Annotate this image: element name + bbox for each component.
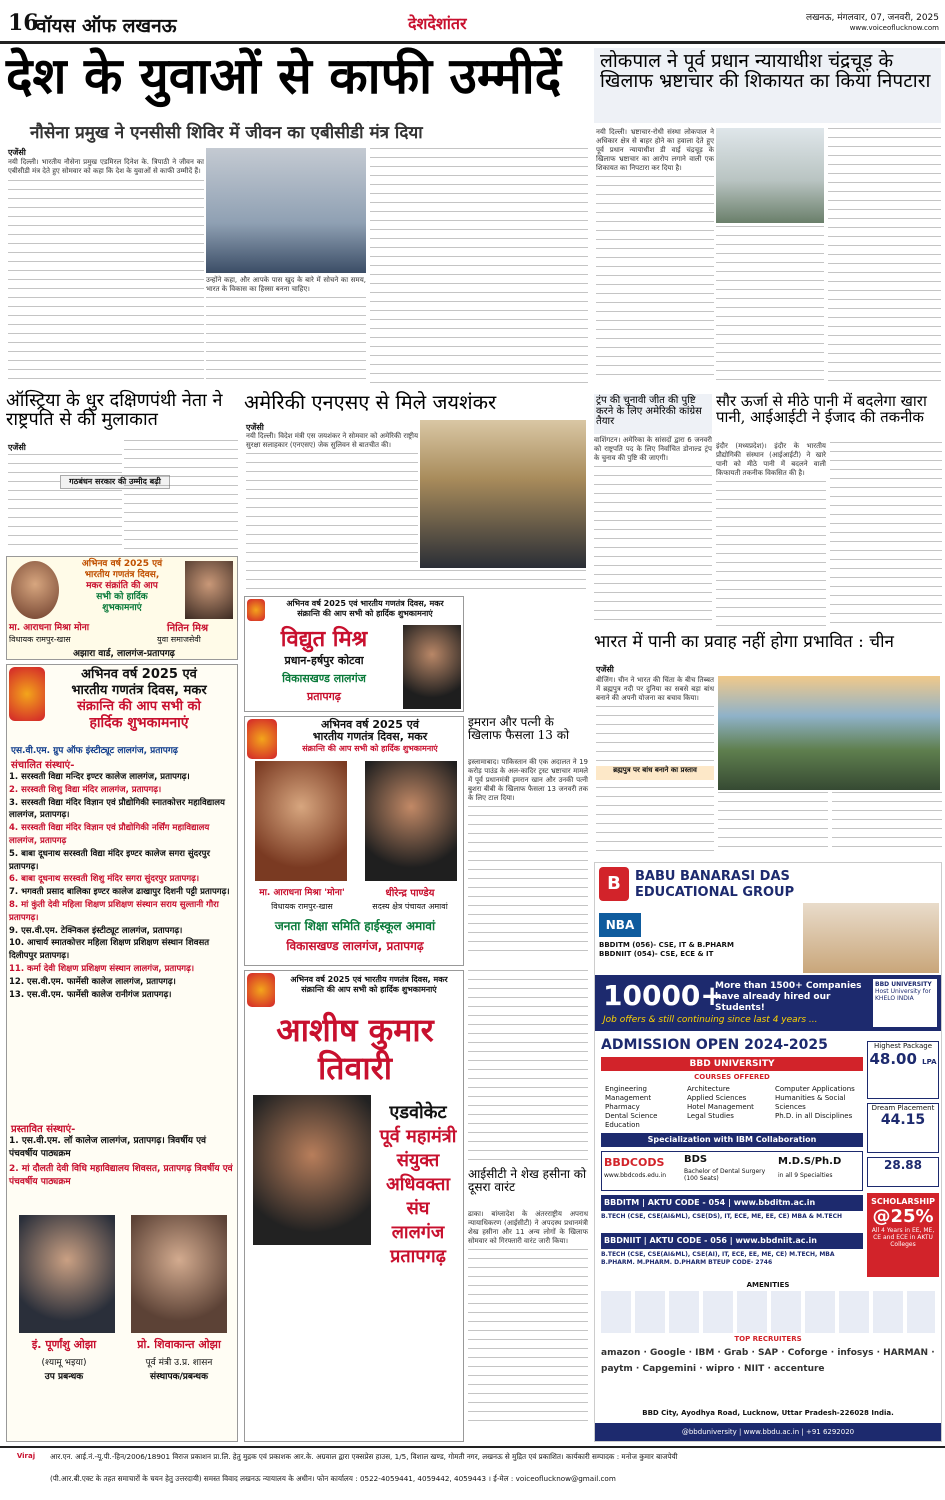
- flower-icon: [247, 599, 265, 621]
- lokpal-text-col1: नयी दिल्ली। भ्रष्टाचार-रोधी संस्था लोकपाल ने अधिकार क्षेत्र से बाहर होने का हवाला देते हुए पूर्व प्रधान न्यायाधीश डी वाई चंद्रचूड़ के खिलाफ भ्रष्टाचार का आरोप लगाने वाली एक शिकायत का निपटारा कर दिया है।: [596, 128, 714, 392]
- inst-item: 1. सरस्वती विद्या मन्दिर इण्टर कालेज लालगंज, प्रतापगढ़।: [9, 772, 190, 782]
- mona-role: विधायक रामपुर-खास: [9, 635, 71, 644]
- lead-subhead: नौसेना प्रमुख ने एनसीसी शिविर में जीवन का एबीसीडी मंत्र दिया: [30, 123, 423, 143]
- flower-icon: [247, 973, 275, 1007]
- inst-item: 9. एस.वी.एम. टेक्निकल इंस्टीट्यूट लालगंज, प्रतापगढ़।: [9, 925, 183, 936]
- bbd-dream-pkg: Dream Placement 44.15: [867, 1103, 939, 1153]
- ad-svm-greeting: अभिनव वर्ष 2025 एवं भारतीय गणतंत्र दिवस, मकर संक्रान्ति की आप सभी को हार्दिक शुभकामनाएं: [71, 667, 207, 731]
- purnanshu-sub: (श्यामू भइया): [41, 1358, 87, 1368]
- footer-line1: आर.एन. आई.नं.-यू.पी.-हिन/2006/18901 विराज प्रकाशन प्रा.लि. हेतु मुद्रक एवं प्रकाशक आर.के. अग्रवाल द्वारा एक्सप्रेस हाउस, 1/5, विशाल खण्ड, गोमती नगर, लखनऊ से मुद्रित एवं प्रकाशित। कार्यकारी सम्पादक : मनोज कुमार बाजपेयी: [50, 1452, 678, 1461]
- inst-item: 2. सरस्वती शिशु विद्या मंदिर लालगंज, प्रतापगढ़।: [9, 784, 162, 795]
- bbd-more: More than 1500+ Companies have already hired our Students!: [715, 981, 862, 1013]
- hasina-text: ढाका। बांग्लादेश के अंतरराष्ट्रीय अपराध न्यायाधिकरण (आईसीटी) ने अपदस्थ प्रधानमंत्री शेख हसीना और 11 अन्य लोगों के खिलाफ सोमवार को गिरफ्तारी वारंट जारी किया।: [468, 1210, 588, 1442]
- ad-svm-inst-head: संचालित संस्थाएं-: [11, 760, 75, 771]
- ashish-photo: [253, 1095, 371, 1245]
- congress-headline: ट्रंप की चुनावी जीत की पुष्टि करने के लिए अमेरिकी कांग्रेस तैयार: [594, 394, 712, 434]
- jaishankar-text-bottom: [246, 570, 586, 592]
- purnanshu-photo: [19, 1215, 115, 1333]
- inst-item: 5. बाबा दूधनाथ सरस्वती विद्या मंदिर इण्टर कालेज सगरा सुंदरपुर प्रतापगढ़।: [9, 848, 210, 872]
- proposed-item: 2. मां दौलती देवी विधि महाविद्यालय शिवसत, प्रतापगढ़ त्रिवर्षीय एवं पंचवर्षीय पाठ्यक्रम: [9, 1164, 233, 1187]
- website: www.voiceoflucknow.com: [849, 24, 939, 32]
- proposed-item: 1. एस.वी.एम. लॉ कालेज लालगंज, प्रतापगढ़। त्रिवर्षीय एवं पंचवर्षीय पाठ्यक्रम: [9, 1136, 207, 1159]
- ashish-titles: एडवोकेट पूर्व महामंत्री संयुक्त अधिवक्ता संघ लालगंज प्रतापगढ़: [379, 1102, 457, 1267]
- aradhana-photo: [255, 761, 347, 881]
- jaishankar-headline: अमेरिकी एनएसए से मिले जयशंकर: [244, 390, 497, 414]
- inst-item: 11. कर्मा देवी शिक्षण प्रशिक्षण संस्थान लालगंज, प्रतापगढ़।: [9, 963, 195, 974]
- bbdu-band: BBD UNIVERSITY: [601, 1057, 863, 1071]
- hasina-headline: आईसीटी ने शेख हसीना को दूसरा वारंट: [468, 1167, 587, 1194]
- lokpal-text-col2: [716, 226, 824, 392]
- china-pull-quote: ब्रह्मपुत्र पर बांध बनाने का प्रस्ताव: [596, 766, 714, 780]
- lead-text-col2: उन्होंने कहा, और आपके पास खुद के बारे में सोचने का समय, भारत के विकास का हिस्सा बनना चाहिए।: [206, 276, 366, 388]
- china-byline: एजेंसी: [596, 665, 614, 674]
- austria-text-col2: [124, 440, 238, 554]
- purnanshu-role: उप प्रबन्धक: [44, 1372, 84, 1382]
- shivakant-sub: पूर्व मंत्री उ.प्र. शासन: [145, 1358, 213, 1368]
- mona-photo: [11, 561, 59, 619]
- supreme-court-photo: [716, 128, 824, 223]
- bbd-highest-pkg: Highest Package 48.00 LPA: [867, 1041, 939, 1099]
- china-text-col2: [718, 792, 828, 858]
- flower-icon: [247, 719, 277, 759]
- dhirendra-photo: [365, 761, 457, 881]
- bbd-courses-col1: Engineering Management Pharmacy Dental Science Education: [605, 1085, 658, 1129]
- bbd-recruiter-logos: amazon · Google · IBM · Grab · SAP · Coforge · infosys · HARMAN · paytm · Capgemini · wipro · NIIT · accenture: [601, 1348, 935, 1374]
- page-number: 16: [8, 10, 39, 36]
- inst-item: 12. एस.वी.एम. फार्मेसी कालेज लालगंज, प्रतापगढ़।: [9, 976, 176, 987]
- bbd-logo-icon: B: [599, 867, 629, 901]
- ad-mona-greeting: अभिनव वर्ष 2025 एवं भारतीय गणतंत्र दिवस, मकर संक्रांति की आप सभी को हार्दिक शुभकामनाएं: [81, 559, 163, 613]
- imran-headline: इमरान और पत्नी के खिलाफ फैसला 13 को: [468, 715, 570, 742]
- bbd-recruiters: TOP RECRUITERS: [734, 1335, 802, 1343]
- vidyut-photo: [403, 625, 461, 709]
- solar-text-col1: इंदौर (मध्यप्रदेश)। इंदौर के भारतीय प्रौद्योगिकी संस्थान (आईआईटी) ने खारे पानी को मीठे पानी में बदलने वाली किफायती तकनीक विकसित की है।: [716, 442, 826, 632]
- china-text-col1: बीजिंग। चीन ने भारत की चिंता के बीच तिब्बत में ब्रह्मपुत्र नदी पर दुनिया का सबसे बड़ा बांध बनाने की अपनी योजना का बचाव किया।: [596, 676, 714, 866]
- bbd-big-number: 10000+: [603, 979, 724, 1012]
- china-text-col3: [832, 792, 942, 858]
- masthead: [0, 0, 945, 44]
- purnanshu-name: इं. पूर्णांशु ओझा: [31, 1338, 97, 1351]
- ad-ashish: [244, 970, 464, 1442]
- inst-item: 8. मां कुंती देवी महिला शिक्षण प्रशिक्षण संस्थान सराय सुल्तानी गौरा प्रतापगढ़।: [9, 899, 219, 923]
- lead-headline: देश के युवाओं से काफी उम्मीदें: [6, 46, 562, 105]
- aradhana-role: विधायक रामपुर-खास: [271, 902, 333, 911]
- imran-text-cont: [468, 970, 588, 1166]
- bbd-amenity-icons: [601, 1291, 935, 1333]
- bbd-itm: BBDITM | AKTU CODE - 054 | www.bbditm.ac.in B.TECH (CSE, CSE(AI&ML), CSE(DS), IT, ECE, ME, EE, CE) MBA & M.TECH: [601, 1195, 863, 1231]
- ad-dhirendra-block: विकासखण्ड लालगंज, प्रतापगढ़: [286, 939, 424, 953]
- ad-dhirendra-greeting: अभिनव वर्ष 2025 एवं भारतीय गणतंत्र दिवस, मकर संक्रान्ति की आप सभी को हार्दिक शुभकामनाएं: [302, 718, 438, 753]
- inst-item: 3. सरस्वती विद्या मंदिर विज्ञान एवं प्रौद्योगिकी स्नातकोत्तर महाविद्यालय लालगंज, प्रतापगढ़।: [9, 797, 225, 821]
- ad-svm-group: [6, 664, 238, 1442]
- bbd-offers: Job offers & still continuing since last 4 years ...: [603, 1015, 818, 1025]
- ad-dhirendra-school: जनता शिक्षा समिति हाईस्कूल अमावां: [274, 919, 436, 933]
- jaishankar-byline: एजेंसी: [246, 423, 264, 432]
- inst-item: 7. भगवती प्रसाद बालिका इण्टर कालेज ढाखापुर दिशनी पट्टी प्रतापगढ़।: [9, 887, 230, 898]
- nitin-photo: [185, 561, 233, 619]
- bbd-courses-col3: Computer Applications Humanities & Social Sciences Ph.D. in all Disciplines: [775, 1085, 855, 1120]
- bbd-courses-col2: Architecture Applied Sciences Hotel Management Legal Studies: [687, 1085, 754, 1120]
- dhirendra-role: सदस्य क्षेत्र पंचायत अमावां: [372, 902, 448, 911]
- shivakant-name: प्रो. शिवाकान्त ओझा: [137, 1338, 221, 1351]
- shivakant-role: संस्थापक/प्रबन्धक: [150, 1372, 208, 1382]
- inst-item: 4. सरस्वती विद्या मंदिर विज्ञान एवं प्रौद्योगिकी नर्सिंग महाविद्यालय लालगंज, प्रतापगढ़: [9, 823, 210, 846]
- admiral-photo: [206, 148, 366, 273]
- lokpal-headline-box: लोकपाल ने पूर्व प्रधान न्यायाधीश चंद्रचूड़ के खिलाफ भ्रष्टाचार की शिकायत का किया निपटारा: [594, 48, 941, 123]
- inst-item: 13. एस.वी.एम. फार्मेसी कालेज रानीगंज प्रतापगढ़।: [9, 989, 172, 1000]
- bbd-niit: BBDNIIT | AKTU CODE - 056 | www.bbdniit.ac.in B.TECH (CSE, CSE(AI&ML), CSE(AI), IT, ECE, EE, ME, CE) M.TECH, MBA B.PHARM. M.PHARM. D.PHARM BTEUP CODE- 2746: [601, 1233, 863, 1277]
- campus-photo: [803, 903, 939, 973]
- nitin-name: नितिन मिश्र: [167, 623, 209, 634]
- lead-text-col1: नयी दिल्ली। भारतीय नौसेना प्रमुख एडमिरल दिनेश के. त्रिपाठी ने जीवन का एबीसीडी मंत्र देते हुए सोमवार को कहा कि देश के युवाओं से काफी उम्मीदें हैं।: [8, 158, 204, 388]
- bbd-ibm: Specialization with IBM Collaboration: [601, 1133, 863, 1147]
- austria-text-col1: [8, 454, 122, 554]
- bbd-address: BBD City, Ayodhya Road, Lucknow, Uttar Pradesh-226028 India.: [642, 1409, 894, 1417]
- ad-bbd: [594, 862, 942, 1442]
- ad-svm-inst-list: [9, 771, 237, 1121]
- jaishankar-text-col1: नयी दिल्ली। विदेश मंत्री एस जयशंकर ने सोमवार को अमेरिकी राष्ट्रीय सुरक्षा सलाहकार (एनएसए) जेक सुलिवन से बातचीत की।: [246, 432, 418, 570]
- lead-byline: एजेंसी: [8, 148, 26, 157]
- nba-badge: NBA: [599, 913, 641, 937]
- footer-line2: (पी.आर.बी.एक्ट के तहत समाचारों के चयन हेतु उत्तरदायी) समस्त विवाद लखनऊ न्यायालय के अधीन। फोन कार्यालय : 0522-4059441, 4059442, 4059443 । ई-मेल : voiceoflucknow@gmail.com: [50, 1474, 616, 1483]
- solar-text-col2: [830, 442, 942, 632]
- bbd-dream-pkg2: 28.88: [867, 1157, 939, 1187]
- ad-vidyut-greeting: अभिनव वर्ष 2025 एवं भारतीय गणतंत्र दिवस, मकर संक्रान्ति की आप सभी को हार्दिक शुभकामनाएं: [286, 599, 444, 618]
- footer: [0, 1446, 945, 1500]
- lead-text-col3: [370, 148, 588, 388]
- imran-text: इस्लामाबाद। पाकिस्तान की एक अदालत ने 19 करोड़ पाउंड के अल-कादिर ट्रस्ट भ्रष्टाचार मामले में पूर्व प्रधानमंत्री इमरान खान और उनकी पत्नी बुशरा बीबी के खिलाफ फैसला 13 जनवरी तक के लिए टाल दिया।: [468, 758, 588, 968]
- bbd-univ-badge: BBD UNIVERSITY Host University for KHELO INDIA: [873, 979, 937, 1027]
- austria-headline: ऑस्ट्रिया के धुर दक्षिणपंथी नेता ने राष्ट्रपति से की मुलाकात: [6, 390, 223, 430]
- dhirendra-name: धीरेन्द्र पाण्डेय: [385, 888, 435, 899]
- inst-item: 10. आचार्य स्मातकोत्तर महिला शिक्षण प्रशिक्षण संस्थान शिवसत दिलीपपुर प्रतापगढ़।: [9, 938, 210, 962]
- ad-dhirendra: [244, 716, 464, 966]
- austria-byline: एजेंसी: [8, 443, 26, 452]
- inst-item: 6. बाबा दूधनाथ सरस्वती शिशु मंदिर सगरा सुंदरपुर प्रतापगढ़।: [9, 874, 200, 885]
- nba-line1: BBDITM (056)- CSE, IT & B.PHARM: [599, 941, 734, 949]
- ad-vidyut: [244, 596, 464, 712]
- dam-photo: [718, 676, 940, 790]
- bbd-cods: BBDCODS www.bbdcods.edu.in BDS Bachelor of Dental Surgery (100 Seats) M.D.S/Ph.D in all 9 Specialties: [601, 1151, 863, 1191]
- bbd-placement-band: [595, 975, 941, 1031]
- ad-ashish-greeting: अभिनव वर्ष 2025 एवं भारतीय गणतंत्र दिवस, मकर संक्रान्ति की आप सभी को हार्दिक शुभकामनाएं: [290, 975, 448, 994]
- nba-line2: BBDNIIT (054)- CSE, ECE & IT: [599, 950, 714, 958]
- congress-text: वाशिंगटन। अमेरिका के सांसदों द्वारा 6 जनवरी को राष्ट्रपति पद के लिए निर्वाचित डोनाल्ड ट्रंप के चुनाव की पुष्टि की जाएगी।: [594, 436, 712, 632]
- vidyut-role: प्रधान-हर्षपुर कोटवा: [284, 654, 364, 667]
- bbd-amenities: AMENITIES: [746, 1281, 790, 1289]
- flower-icon: [9, 667, 45, 721]
- ad-svm-proposed-list: [9, 1135, 237, 1225]
- nitin-role: युवा समाजसेवी: [157, 635, 201, 644]
- ad-mona-address: अझारा वार्ड, लालगंज-प्रतापगढ़: [73, 649, 175, 659]
- shivakant-photo: [131, 1215, 227, 1333]
- vidyut-district: प्रतापगढ़: [306, 690, 341, 703]
- austria-pull-quote: गठबंधन सरकार की उम्मीद बढ़ी: [60, 475, 170, 489]
- aradhana-name: मा. आराधना मिश्रा 'मोना': [259, 888, 345, 898]
- ad-mona-nitin: [6, 556, 238, 660]
- bbd-group: BABU BANARASI DAS: [635, 869, 790, 884]
- china-headline: भारत में पानी का प्रवाह नहीं होगा प्रभावित : चीन: [594, 632, 894, 652]
- bbd-nba: [599, 913, 799, 959]
- bbd-scholarship: SCHOLARSHIP @25% All 4 Years in EE, ME, CE and ECE in AKTU Colleges: [867, 1193, 939, 1277]
- mona-name: मा. आराधना मिश्रा मोना: [9, 623, 90, 633]
- vidyut-name: विद्युत मिश्र: [280, 627, 368, 652]
- ad-svm-proposed-head: प्रस्तावित संस्थाएं-: [11, 1124, 76, 1135]
- vidyut-area: विकासखण्ड लालगंज: [282, 672, 366, 685]
- solar-headline: सौर ऊर्जा से मीठे पानी में बदलेगा खारा पानी, आईआईटी ने ईजाद की तकनीक: [716, 392, 927, 426]
- ashish-name: आशीष कुमार तिवारी: [276, 1011, 434, 1087]
- section-name: देशदेशांतर: [408, 14, 467, 33]
- bbd-contact: @bbduniversity | www.bbdu.ac.in | +91 6292020: [595, 1423, 941, 1441]
- bbd-admission: ADMISSION OPEN 2024-2025: [601, 1037, 828, 1053]
- paper-name: वॉयस ऑफ लखनऊ: [36, 15, 177, 37]
- date-line: लखनऊ, मंगलवार, 07, जनवरी, 2025: [805, 13, 939, 23]
- bbd-courses-head: COURSES OFFERED: [694, 1073, 770, 1081]
- bbd-group2: EDUCATIONAL GROUP: [635, 885, 795, 900]
- ad-svm-group-name: एस.वी.एम. ग्रुप ऑफ इंस्टीट्यूट लालगंज, प्रतापगढ़: [11, 746, 178, 756]
- jaishankar-photo: [420, 420, 586, 568]
- lokpal-text-col3: [828, 128, 941, 392]
- footer-logo: Viraj: [16, 1452, 36, 1460]
